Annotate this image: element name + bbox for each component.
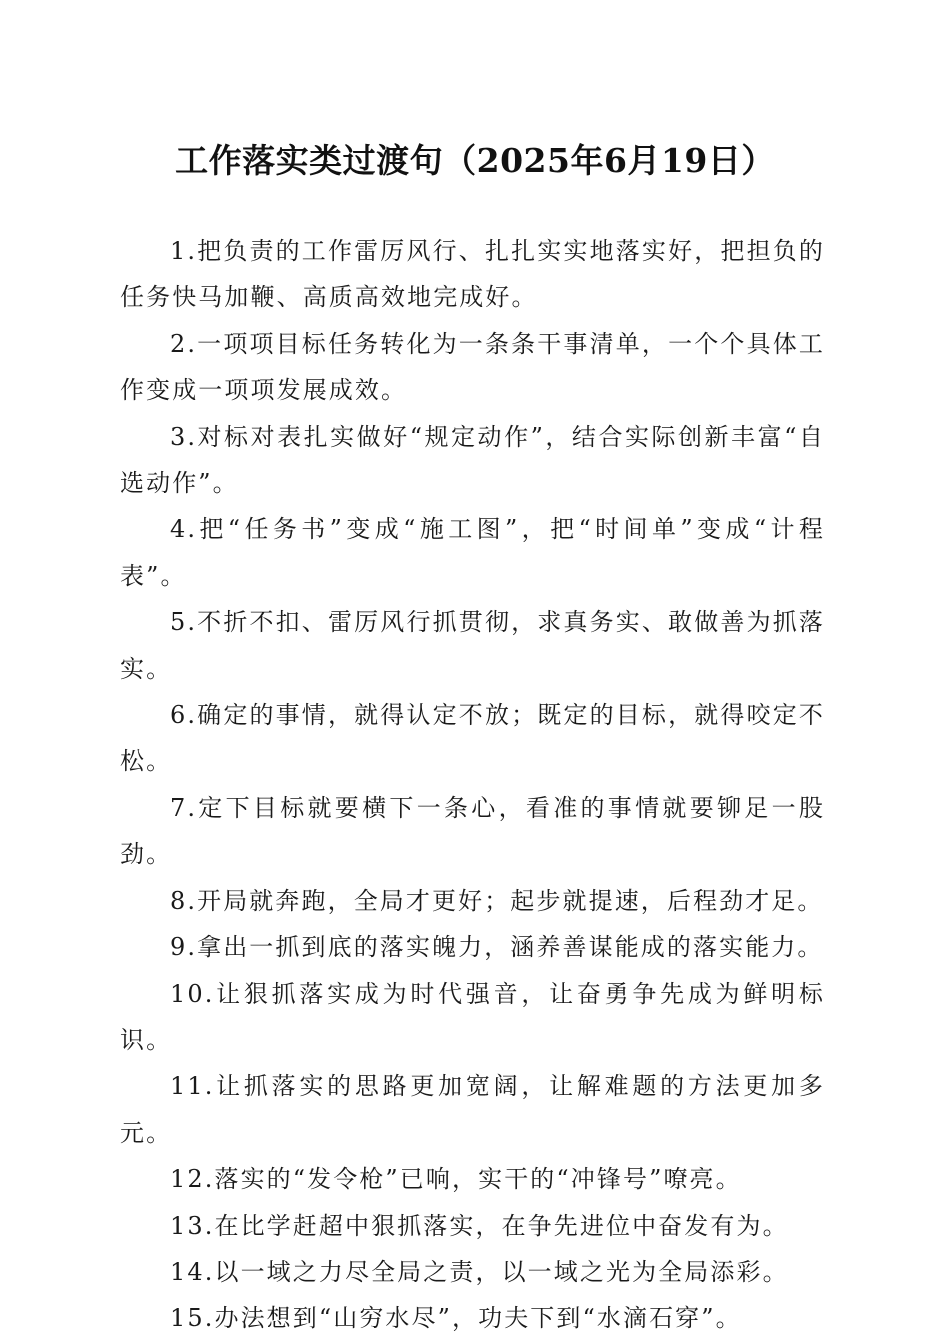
- list-item: 14.以一域之力尽全局之责，以一域之光为全局添彩。: [170, 1257, 789, 1286]
- list-item: 9.拿出一抓到底的落实魄力，涵养善谋能成的落实能力。: [170, 933, 824, 962]
- list-item: 15.办法想到“山穷水尽”，功夫下到“水滴石穿”。: [170, 1304, 742, 1333]
- document-body: [120, 228, 825, 1342]
- list-item: 4.把“任务书”变成“施工图”，把“时间单”变成“计程表”。: [120, 515, 825, 590]
- list-item: 3.对标对表扎实做好“规定动作”，结合实际创新丰富“自选动作”。: [120, 422, 825, 498]
- list-item: 11.让抓落实的思路更加宽阔，让解难题的方法更加多元。: [120, 1072, 825, 1147]
- list-item: 8.开局就奔跑，全局才更好；起步就提速，后程劲才足。: [170, 886, 824, 915]
- list-item: 5.不折不扣、雷厉风行抓贯彻，求真务实、敢做善为抓落实。: [120, 608, 825, 683]
- list-item: 2.一项项目标任务转化为一条条干事清单，一个个具体工作变成一项项发展成效。: [120, 329, 825, 405]
- list-item: 6.确定的事情，就得认定不放；既定的目标，就得咬定不松。: [120, 701, 825, 776]
- list-item: 12.落实的“发令枪”已响，实干的“冲锋号”嘹亮。: [170, 1165, 742, 1194]
- list-item: 13.在比学赶超中狠抓落实，在争先进位中奋发有为。: [170, 1211, 789, 1240]
- list-item: 7.定下目标就要横下一条心，看准的事情就要铆足一股劲。: [120, 793, 825, 869]
- list-item: 10.让狠抓落实成为时代强音，让奋勇争先成为鲜明标识。: [120, 979, 825, 1054]
- list-item: 1.把负责的工作雷厉风行、扎扎实实地落实好，把担负的任务快马加鞭、高质高效地完成好。: [120, 237, 825, 312]
- document-title: 工作落实类过渡句（2025年6月19日）: [175, 141, 775, 180]
